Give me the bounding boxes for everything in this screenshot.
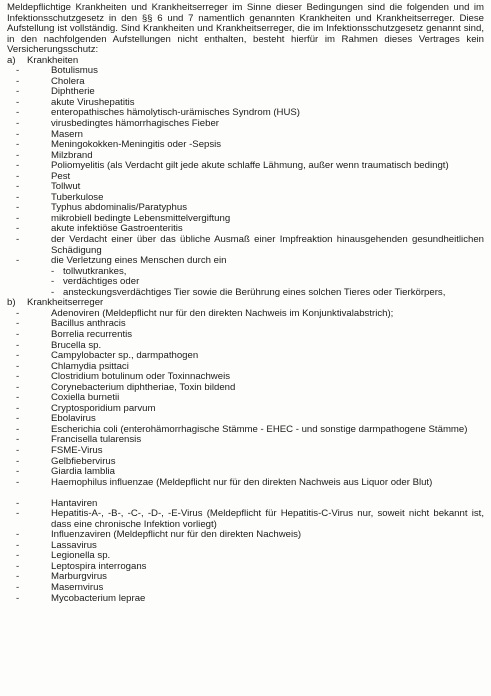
list-item <box>7 446 484 457</box>
list-item-text: Leptospira interrogans <box>51 560 147 572</box>
list-item-text: virusbedingtes hämorrhagisches Fieber <box>51 118 219 130</box>
list-item <box>7 119 484 130</box>
list-item-text: der Verdacht einer über das übliche Ausmaß einer Impfreaktion hinausgehenden gesundheitlichen Schädigung <box>51 234 484 256</box>
list-dash: - <box>16 139 20 151</box>
list-item-text: Milzbrand <box>51 149 93 161</box>
list-dash: - <box>16 371 20 383</box>
list-item-text: Cryptosporidium parvum <box>51 402 156 414</box>
list-dash: - <box>16 170 20 182</box>
list-dash: - <box>16 381 20 393</box>
list-item-text: Escherichia coli (enterohämorrhagische Stämme - EHEC - und sonstige darmpathogene Stämme) <box>51 423 468 435</box>
list-item-text: Tollwut <box>51 181 81 193</box>
list-dash: - <box>16 191 20 203</box>
list-dash: - <box>16 149 20 161</box>
list-dash: - <box>16 360 20 372</box>
list-dash: - <box>16 328 20 340</box>
list-item-text: Chlamydia psittaci <box>51 360 129 372</box>
sub-list-dash: - <box>51 286 55 298</box>
list-item-text: Hantaviren <box>51 497 98 509</box>
list-dash: - <box>16 86 20 98</box>
list-dash: - <box>16 75 20 87</box>
list-item <box>7 583 484 594</box>
list-dash: - <box>16 455 20 467</box>
list-item-text: Lassavirus <box>51 539 97 551</box>
list-dash: - <box>16 307 20 319</box>
list-item-text: FSME-Virus <box>51 444 103 456</box>
list-item-text: Tuberkulose <box>51 191 104 203</box>
list-dash: - <box>16 497 20 509</box>
list-item-text: Bacillus anthracis <box>51 318 126 330</box>
list-dash: - <box>16 223 20 235</box>
list-item-text: Typhus abdominalis/Paratyphus <box>51 202 187 214</box>
list-item-text: Masernvirus <box>51 582 104 594</box>
list-dash: - <box>16 160 20 172</box>
section-letter: b) <box>7 297 16 309</box>
list-item-text: Cholera <box>51 75 85 87</box>
list-dash: - <box>16 402 20 414</box>
list-dash: - <box>16 423 20 435</box>
list-dash: - <box>16 107 20 119</box>
list-item <box>7 509 484 530</box>
list-item-text: Poliomyelitis (als Verdacht gilt jede akute schlaffe Lähmung, außer wenn traumatisch bedingt) <box>51 160 449 172</box>
list-item <box>7 594 484 605</box>
list-item-text: Francisella tularensis <box>51 434 142 446</box>
list-dash: - <box>16 476 20 488</box>
sub-list-dash: - <box>51 276 55 288</box>
list-dash: - <box>16 466 20 478</box>
list-item-text: Corynebacterium diphtheriae, Toxin bildend <box>51 381 236 393</box>
list-item <box>7 478 484 489</box>
list-item-text: Masern <box>51 128 83 140</box>
list-item-text: akute infektiöse Gastroenteritis <box>51 223 183 235</box>
list-item-text: Haemophilus influenzae (Meldepflicht nur für den direkten Nachweis aus Liquor oder Blut) <box>51 476 433 488</box>
list-item-text: die Verletzung eines Menschen durch ein <box>51 255 227 267</box>
list-dash: - <box>16 571 20 583</box>
sections-list <box>7 56 484 604</box>
list-item-text: Brucella sp. <box>51 339 102 351</box>
list-dash: - <box>16 65 20 77</box>
list-item-text: Pest <box>51 170 71 182</box>
list-item-text: Ebolavirus <box>51 413 96 425</box>
list-item-text: Marburgvirus <box>51 571 107 583</box>
sub-list-item-text: ansteckungsverdächtiges Tier sowie die Berührung eines solchen Tieres oder Tierkörpers, <box>63 286 446 298</box>
list-dash: - <box>16 413 20 425</box>
list-dash: - <box>16 434 20 446</box>
sub-list-item-text: tollwutkrankes, <box>63 265 127 277</box>
section-letter: a) <box>7 54 16 66</box>
list-dash: - <box>16 118 20 130</box>
list-dash: - <box>16 339 20 351</box>
list-dash: - <box>16 392 20 404</box>
list-item-text: Campylobacter sp., darmpathogen <box>51 350 199 362</box>
list-dash: - <box>16 508 20 520</box>
list-item <box>7 161 484 172</box>
list-dash: - <box>16 560 20 572</box>
list-item-text: Coxiella burnetii <box>51 392 120 404</box>
list-item-text: Adenoviren (Meldepflicht nur für den direkten Nachweis im Konjunktivalabstrich); <box>51 307 394 319</box>
list-item <box>7 330 484 341</box>
list-item-text: Meningokokken-Meningitis oder -Sepsis <box>51 139 222 151</box>
list-dash: - <box>16 202 20 214</box>
list-item-text: Gelbfiebervirus <box>51 455 116 467</box>
list-item-text: Giardia lamblia <box>51 466 115 478</box>
list-item-text: Botulismus <box>51 65 98 77</box>
list-item <box>7 351 484 362</box>
list-item-text: Borrelia recurrentis <box>51 328 133 340</box>
section-title: Krankheitserreger <box>27 297 104 309</box>
list-dash: - <box>16 318 20 330</box>
list-dash: - <box>16 128 20 140</box>
list-item-text: Mycobacterium leprae <box>51 592 146 604</box>
list-dash: - <box>16 444 20 456</box>
list-dash: - <box>16 539 20 551</box>
list-dash: - <box>16 550 20 562</box>
sub-list-dash: - <box>51 265 55 277</box>
intro-paragraph: Meldepflichtige Krankheiten und Krankheitserreger im Sinne dieser Bedingungen sind die folgenden und im Infektionsschutzgesetz in den §§ 6 und 7 namentlich genannten Krankheiten und Krankheitserreger. Diese Aufstellung ist vollständig. Sind Krankheiten und Krankheitserreger, die im Infektionsschutzgesetz genannt sind, in den nachfolgenden Aufstellungen nicht enthalten, besteht hierfür im Rahmen dieses Vertrages kein Versicherungsschutz: <box>7 2 484 56</box>
list-item-text: enteropathisches hämolytisch-urämisches Syndrom (HUS) <box>51 107 300 119</box>
list-dash: - <box>16 234 20 246</box>
list-item-text: mikrobiell bedingte Lebensmittelvergiftung <box>51 212 231 224</box>
list-dash: - <box>16 212 20 224</box>
list-dash: - <box>16 529 20 541</box>
list-item-text: Clostridium botulinum oder Toxinnachweis <box>51 371 230 383</box>
list-item-text: akute Virushepatitis <box>51 96 135 108</box>
list-item-text: Legionella sp. <box>51 550 111 562</box>
section-title: Krankheiten <box>27 54 79 66</box>
list-item-text: Hepatitis-A-, -B-, -C-, -D-, -E-Virus (Meldepflicht für Hepatitis-C-Virus nur, soweit nicht bekannt ist, dass eine chronische Infektion vorliegt) <box>51 508 484 530</box>
list-item-text: Diphtherie <box>51 86 95 98</box>
list-dash: - <box>16 96 20 108</box>
list-dash: - <box>16 582 20 594</box>
list-item <box>7 235 484 256</box>
list-dash: - <box>16 592 20 604</box>
list-dash: - <box>16 350 20 362</box>
list-item-text: Influenzaviren (Meldepflicht nur für den direkten Nachweis) <box>51 529 302 541</box>
list-dash: - <box>16 255 20 267</box>
list-dash: - <box>16 181 20 193</box>
sub-list-item-text: verdächtiges oder <box>63 276 140 288</box>
